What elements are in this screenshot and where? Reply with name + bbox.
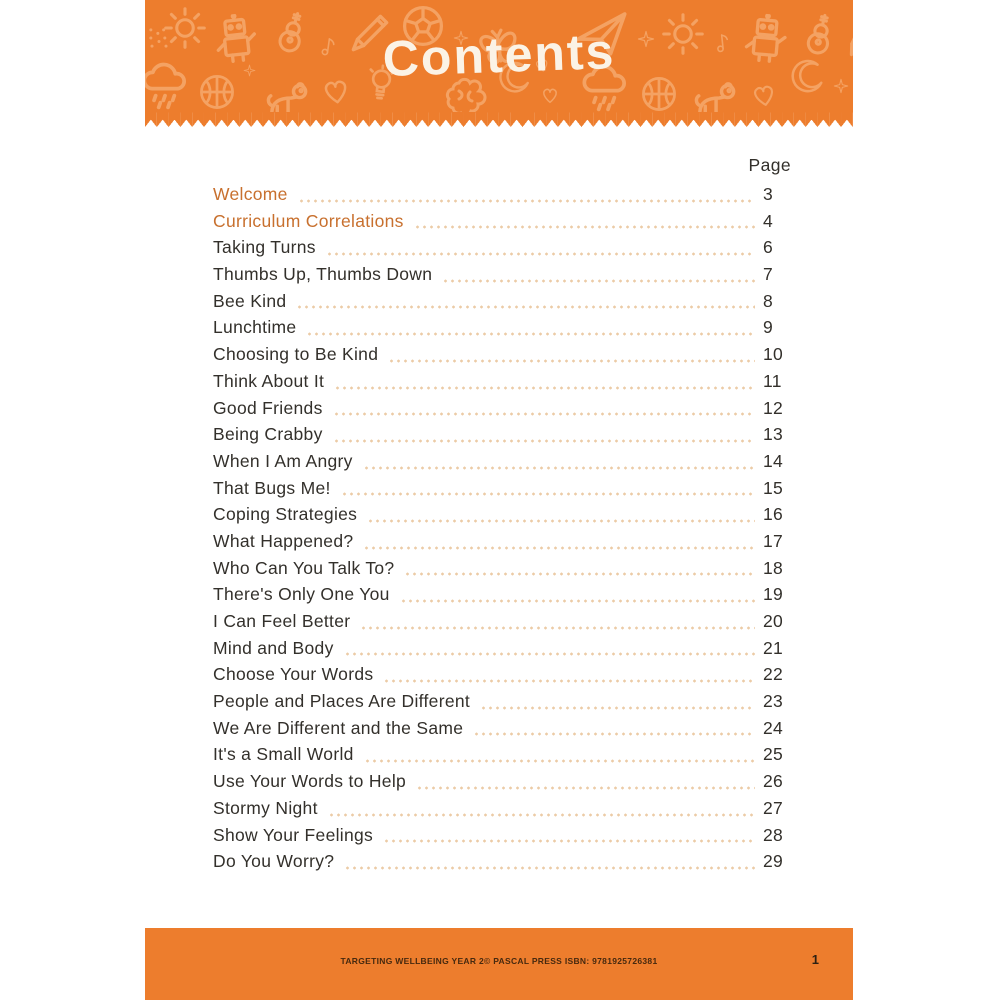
moon-icon xyxy=(785,54,831,100)
entry-page-number: 3 xyxy=(763,184,774,204)
footer-bar xyxy=(145,928,853,1000)
entry-title: Stormy Night xyxy=(213,797,318,818)
toc-entry xyxy=(213,768,791,795)
entry-title: Curriculum Correlations xyxy=(213,210,404,231)
heart-icon xyxy=(539,84,561,106)
toc-entry xyxy=(213,661,791,688)
music-note-icon xyxy=(315,32,342,59)
toc-entry xyxy=(213,528,791,555)
entry-title: Bee Kind xyxy=(213,290,287,311)
table-of-contents xyxy=(213,154,791,875)
toc-entry xyxy=(213,314,791,341)
heart-icon xyxy=(317,72,355,110)
dotted-leader xyxy=(344,858,755,870)
toc-entry xyxy=(213,608,791,635)
toc-entry xyxy=(213,688,791,715)
dotted-leader xyxy=(341,484,755,496)
dotted-leader xyxy=(383,831,755,843)
page-body xyxy=(145,0,853,1000)
entry-page-number: 7 xyxy=(763,264,774,285)
entry-title: Being Crabby xyxy=(213,424,323,445)
entry-title: Good Friends xyxy=(213,397,323,418)
star-icon xyxy=(833,78,849,94)
toc-entry xyxy=(213,368,791,395)
entry-page-number: 20 xyxy=(763,611,784,631)
entry-page-number: 16 xyxy=(763,504,784,525)
entry-page-number: 8 xyxy=(763,290,774,311)
entry-page-number: 26 xyxy=(763,771,784,792)
toc-entry xyxy=(213,741,791,768)
entry-page-number: 22 xyxy=(763,664,784,685)
entry-page-number: 6 xyxy=(763,237,774,258)
heart-icon xyxy=(747,78,782,112)
dotted-leader xyxy=(364,751,755,763)
dotted-leader xyxy=(298,191,755,203)
entry-title: Show Your Feelings xyxy=(213,824,374,845)
toc-entry xyxy=(213,395,791,422)
entry-title: Thumbs Up, Thumbs Down xyxy=(213,264,433,285)
dotted-leader xyxy=(306,324,755,336)
entry-title: Welcome xyxy=(213,184,288,204)
guitar-icon xyxy=(264,5,321,62)
toc-entry xyxy=(213,581,791,608)
entry-page-number: 19 xyxy=(763,584,784,605)
toc-entry xyxy=(213,555,791,582)
sun-icon xyxy=(163,6,207,50)
dotted-leader xyxy=(326,244,755,256)
toc-entry xyxy=(213,635,791,662)
dog-icon xyxy=(689,72,741,112)
toc-entry xyxy=(213,234,791,261)
star-icon xyxy=(243,64,256,77)
toc-entry xyxy=(213,795,791,822)
dotted-leader xyxy=(388,351,755,363)
entry-title: Do You Worry? xyxy=(213,851,335,872)
entry-title: Choosing to Be Kind xyxy=(213,344,379,365)
dotted-leader xyxy=(367,511,755,523)
entry-title: Think About It xyxy=(213,370,325,391)
dotted-leader xyxy=(333,431,755,443)
entry-page-number: 28 xyxy=(763,824,784,845)
dotted-leader xyxy=(480,698,755,710)
toc-entry xyxy=(213,715,791,742)
dotted-leader xyxy=(344,644,755,656)
dotted-leader xyxy=(363,538,755,550)
entry-page-number: 11 xyxy=(763,370,782,391)
entry-page-number: 14 xyxy=(763,450,784,471)
dotted-leader xyxy=(333,404,755,416)
entry-title: Coping Strategies xyxy=(213,504,358,525)
dotted-leader xyxy=(414,217,755,229)
entry-title: When I Am Angry xyxy=(213,450,353,471)
dotted-leader xyxy=(442,271,755,283)
toc-entry xyxy=(213,501,791,528)
page-column-label: Page xyxy=(748,155,791,175)
entry-page-number: 15 xyxy=(763,477,784,498)
entry-title: Who Can You Talk To? xyxy=(213,557,395,578)
toc-entry xyxy=(213,181,791,208)
entry-title: Use Your Words to Help xyxy=(213,771,407,792)
dotted-leader xyxy=(363,458,755,470)
dotted-leader xyxy=(328,805,755,817)
dotted-leader xyxy=(404,564,755,576)
dotted-leader xyxy=(383,671,755,683)
sun-icon xyxy=(661,12,705,56)
toc-entry xyxy=(213,848,791,875)
entry-title: Mind and Body xyxy=(213,637,334,658)
entry-page-number: 4 xyxy=(763,210,774,231)
toc-entry xyxy=(213,288,791,315)
entry-page-number: 10 xyxy=(763,344,784,365)
basketball-icon xyxy=(637,72,681,112)
toc-entry xyxy=(213,261,791,288)
entry-page-number: 25 xyxy=(763,744,784,765)
toc-entry xyxy=(213,448,791,475)
dotted-leader xyxy=(416,778,755,790)
star-icon xyxy=(637,30,655,48)
entry-page-number: 12 xyxy=(763,397,784,418)
cloud-rain-icon xyxy=(145,56,193,112)
entry-title: What Happened? xyxy=(213,530,354,551)
entry-title: We Are Different and the Same xyxy=(213,717,464,738)
toc-entry xyxy=(213,822,791,849)
entry-title: That Bugs Me! xyxy=(213,477,331,498)
dotted-leader xyxy=(296,297,755,309)
entry-page-number: 27 xyxy=(763,797,784,818)
dotted-leader xyxy=(334,378,755,390)
entry-page-number: 17 xyxy=(763,530,784,551)
page-title: Contents xyxy=(381,22,617,88)
robot-icon xyxy=(209,12,264,67)
entry-page-number: 13 xyxy=(763,424,784,445)
toc-entry xyxy=(213,208,791,235)
entry-page-number: 21 xyxy=(763,637,784,658)
imprint-text: TARGETING WELLBEING YEAR 2© PASCAL PRESS ISBN: 9781925726381 xyxy=(340,956,658,966)
dotted-leader xyxy=(473,724,755,736)
toc-entry xyxy=(213,421,791,448)
page-number: 1 xyxy=(811,952,819,967)
entry-page-number: 18 xyxy=(763,557,784,578)
music-note-icon xyxy=(710,29,736,55)
entry-title: Choose Your Words xyxy=(213,664,374,685)
entry-page-number: 23 xyxy=(763,691,784,712)
entry-page-number: 9 xyxy=(763,317,774,338)
toc-entry xyxy=(213,475,791,502)
robot-icon xyxy=(739,12,793,66)
dog-icon xyxy=(261,72,313,112)
toc-list xyxy=(213,181,791,875)
zigzag-edge xyxy=(145,112,853,127)
entry-title: Lunchtime xyxy=(213,317,297,338)
entry-page-number: 24 xyxy=(763,717,784,738)
entry-title: I Can Feel Better xyxy=(213,611,351,631)
entry-title: There's Only One You xyxy=(213,584,390,605)
basketball-icon xyxy=(195,70,239,112)
entry-title: Taking Turns xyxy=(213,237,316,258)
dotted-leader xyxy=(360,618,755,630)
entry-title: People and Places Are Different xyxy=(213,691,471,712)
dotted-leader xyxy=(400,591,755,603)
entry-page-number: 29 xyxy=(763,851,784,872)
toc-entry xyxy=(213,341,791,368)
entry-title: It's a Small World xyxy=(213,744,354,765)
contents-header-banner xyxy=(145,0,853,112)
